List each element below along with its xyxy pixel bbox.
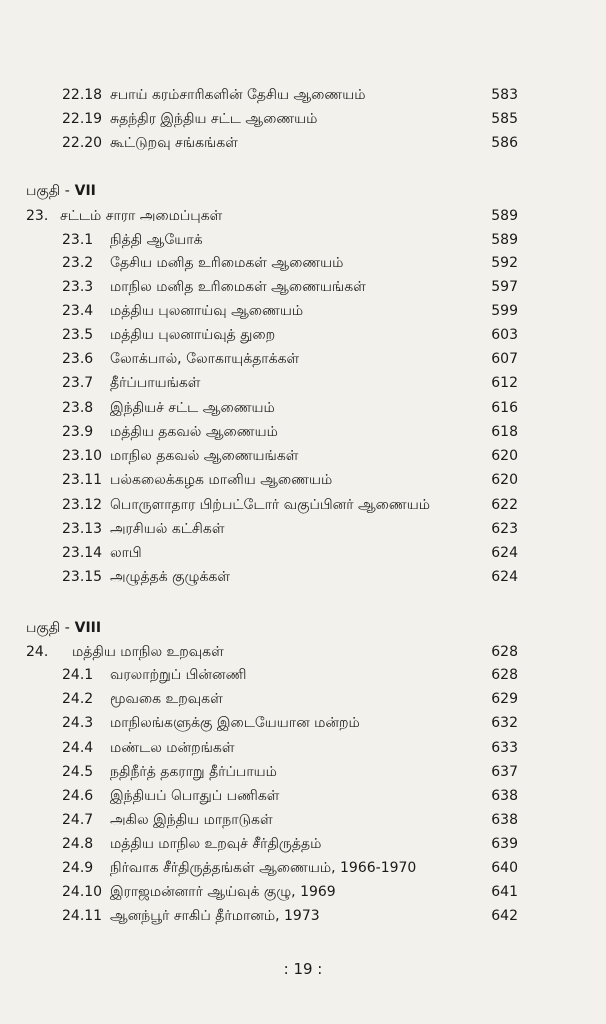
entry-number: 24.1 [62, 667, 94, 683]
part-heading [26, 180, 96, 202]
entry-number: 24.2 [62, 691, 94, 707]
entry-number: 24.11 [62, 908, 103, 924]
chapter-heading [0, 641, 606, 663]
toc-entry [0, 132, 606, 154]
toc-entry [0, 542, 606, 564]
entry-page: 607 [491, 351, 518, 367]
chapter-number: 24. [26, 644, 49, 660]
entry-page: 629 [491, 691, 518, 707]
entry-number: 24.10 [62, 884, 103, 900]
entry-number: 24.4 [62, 740, 94, 756]
chapter-number: 23. [26, 208, 49, 224]
entry-title: லாபி [110, 545, 142, 561]
entry-title: மத்திய புலனாய்வுத் துறை [110, 327, 276, 343]
entry-number: 22.20 [62, 135, 103, 151]
toc-entry [0, 300, 606, 322]
entry-page: 599 [491, 303, 518, 319]
entry-number: 22.18 [62, 87, 103, 103]
entry-page: 637 [491, 764, 518, 780]
entry-title: பல்கலைக்கழக மானிய ஆணையம் [110, 472, 333, 488]
entry-title: மண்டல மன்றங்கள் [110, 740, 235, 756]
entry-page: 639 [491, 836, 518, 852]
entry-page: 620 [491, 472, 518, 488]
entry-page: 628 [491, 667, 518, 683]
toc-entry [0, 229, 606, 251]
entry-page: 642 [491, 908, 518, 924]
toc-entry [0, 566, 606, 588]
entry-title: அரசியல் கட்சிகள் [110, 521, 225, 537]
entry-page: 624 [491, 569, 518, 585]
entry-page: 589 [491, 232, 518, 248]
chapter-page: 628 [491, 644, 518, 660]
entry-number: 23.10 [62, 448, 103, 464]
entry-number: 23.15 [62, 569, 103, 585]
entry-title: நதிநீர்த் தகராறு தீர்ப்பாயம் [110, 764, 277, 780]
toc-entry [0, 397, 606, 419]
entry-number: 23.14 [62, 545, 103, 561]
entry-page: 585 [491, 111, 518, 127]
part-numeral: VII [74, 183, 96, 199]
entry-title: தீர்ப்பாயங்கள் [110, 375, 201, 391]
chapter-title: மத்திய மாநில உறவுகள் [72, 644, 224, 660]
entry-number: 24.7 [62, 812, 94, 828]
toc-entry [0, 833, 606, 855]
toc-entry [0, 761, 606, 783]
entry-page: 616 [491, 400, 518, 416]
toc-entry [0, 372, 606, 394]
page-number-footer: : 19 : [283, 960, 323, 978]
entry-title: வரலாற்றுப் பின்னணி [110, 667, 247, 683]
entry-number: 23.5 [62, 327, 94, 343]
entry-number: 23.6 [62, 351, 94, 367]
toc-entry [0, 276, 606, 298]
entry-number: 23.13 [62, 521, 103, 537]
toc-entry [0, 857, 606, 879]
entry-title: நித்தி ஆயோக் [110, 232, 203, 248]
entry-page: 638 [491, 812, 518, 828]
part-label: பகுதி - [26, 183, 70, 199]
entry-number: 24.8 [62, 836, 94, 852]
entry-title: தேசிய மனித உரிமைகள் ஆணையம் [110, 255, 344, 271]
entry-title: இந்தியச் சட்ட ஆணையம் [110, 400, 275, 416]
entry-title: மூவகை உறவுகள் [110, 691, 223, 707]
entry-title: ஆனந்பூர் சாகிப் தீர்மானம், 1973 [110, 908, 320, 924]
entry-page: 586 [491, 135, 518, 151]
entry-title: சுதந்திர இந்திய சட்ட ஆணையம் [110, 111, 318, 127]
toc-entry [0, 445, 606, 467]
toc-entry [0, 252, 606, 274]
entry-page: 632 [491, 715, 518, 731]
toc-entry [0, 688, 606, 710]
entry-number: 23.12 [62, 497, 103, 513]
chapter-title: சட்டம் சாரா அமைப்புகள் [60, 208, 223, 224]
entry-number: 23.2 [62, 255, 94, 271]
entry-number: 23.7 [62, 375, 94, 391]
entry-page: 623 [491, 521, 518, 537]
entry-page: 638 [491, 788, 518, 804]
toc-entry [0, 84, 606, 106]
entry-title: நிர்வாக சீர்திருத்தங்கள் ஆணையம், 1966-1970 [110, 860, 417, 876]
entry-title: சபாய் கரம்சாரிகளின் தேசிய ஆணையம் [110, 87, 366, 103]
entry-page: 640 [491, 860, 518, 876]
toc-entry [0, 737, 606, 759]
entry-title: அழுத்தக் குழுக்கள் [110, 569, 231, 585]
entry-title: பொருளாதார பிற்பட்டோர் வகுப்பினர் ஆணையம் [110, 497, 431, 513]
entry-page: 583 [491, 87, 518, 103]
entry-number: 24.3 [62, 715, 94, 731]
chapter-heading [0, 205, 606, 227]
entry-page: 641 [491, 884, 518, 900]
entry-number: 24.9 [62, 860, 94, 876]
entry-number: 22.19 [62, 111, 103, 127]
entry-number: 23.3 [62, 279, 94, 295]
entry-title: மாநில மனித உரிமைகள் ஆணையங்கள் [110, 279, 366, 295]
entry-title: இந்தியப் பொதுப் பணிகள் [110, 788, 280, 804]
part-numeral: VIII [74, 620, 102, 636]
entry-title: லோக்பால், லோகாயுக்தாக்கள் [110, 351, 300, 367]
entry-page: 622 [491, 497, 518, 513]
part-heading [26, 617, 101, 639]
entry-number: 23.8 [62, 400, 94, 416]
entry-page: 597 [491, 279, 518, 295]
toc-entry [0, 785, 606, 807]
entry-title: மத்திய தகவல் ஆணையம் [110, 424, 278, 440]
entry-page: 618 [491, 424, 518, 440]
toc-entry [0, 421, 606, 443]
toc-entry [0, 324, 606, 346]
toc-entry [0, 494, 606, 516]
entry-title: அகில இந்திய மாநாடுகள் [110, 812, 273, 828]
toc-entry [0, 348, 606, 370]
entry-number: 23.11 [62, 472, 103, 488]
entry-title: இராஜமன்னார் ஆய்வுக் குழு, 1969 [110, 884, 336, 900]
entry-page: 612 [491, 375, 518, 391]
chapter-page: 589 [491, 208, 518, 224]
entry-page: 620 [491, 448, 518, 464]
entry-number: 23.4 [62, 303, 94, 319]
toc-entry [0, 712, 606, 734]
entry-title: மாநிலங்களுக்கு இடையேயான மன்றம் [110, 715, 360, 731]
toc-entry [0, 881, 606, 903]
entry-page: 624 [491, 545, 518, 561]
entry-title: மத்திய மாநில உறவுச் சீர்திருத்தம் [110, 836, 322, 852]
toc-entry [0, 905, 606, 927]
entry-number: 24.5 [62, 764, 94, 780]
entry-page: 633 [491, 740, 518, 756]
toc-entry [0, 664, 606, 686]
entry-title: மத்திய புலனாய்வு ஆணையம் [110, 303, 304, 319]
entry-page: 592 [491, 255, 518, 271]
entry-number: 23.9 [62, 424, 94, 440]
toc-entry [0, 108, 606, 130]
entry-page: 603 [491, 327, 518, 343]
toc-entry [0, 518, 606, 540]
toc-entry [0, 809, 606, 831]
entry-title: கூட்டுறவு சங்கங்கள் [110, 135, 238, 151]
part-label: பகுதி - [26, 620, 70, 636]
entry-number: 24.6 [62, 788, 94, 804]
entry-number: 23.1 [62, 232, 94, 248]
toc-entry [0, 469, 606, 491]
entry-title: மாநில தகவல் ஆணையங்கள் [110, 448, 299, 464]
